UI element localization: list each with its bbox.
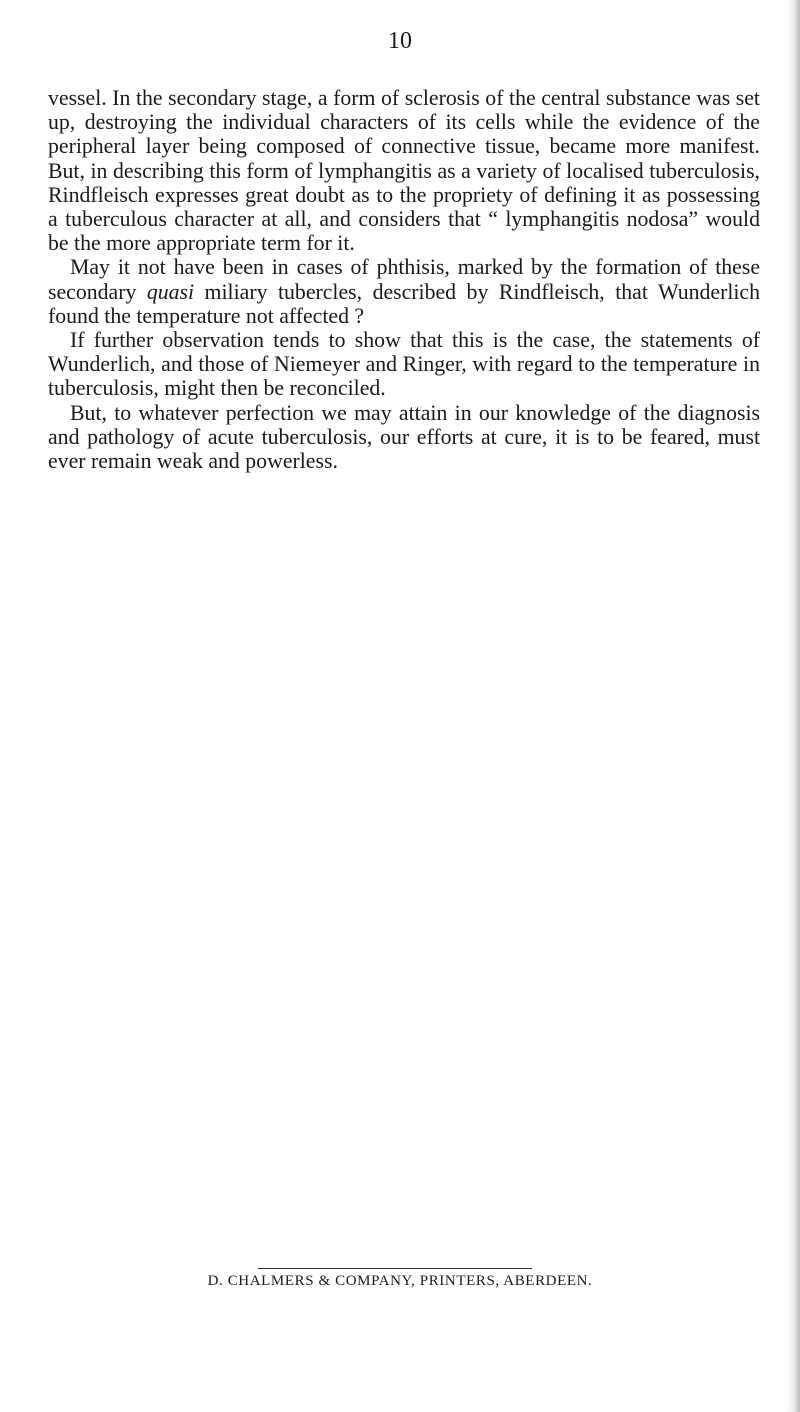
paragraph-4-text: But, to whatever perfection we may attain in our knowledge of the diagnosis and pathology of acute tuberculosis, our efforts at cure, it is to be feared, must ever remain weak and powerless. [48,400,760,474]
paragraph-3 [48,328,760,401]
paragraph-2-text-before: May it not have been in cases of phthisis, marked by the formation of these secondary [48,255,760,304]
paragraph-1-text: vessel. In the secondary stage, a form of sclerosis of the central substance was set up, destroying the individual characters of its cells while the evidence of the peripheral layer being composed of connective tissue, became more manifest. But, in describing this form of lymphangitis as a variety of localised tuberculosis, Rindfleisch expresses great doubt as to the propriety of defining it as possessing a tuberculous character at all, and considers that “ lymphangitis nodosa” would be the more appropriate term for it. [48,86,760,256]
page-number: 10 [388,28,412,54]
printer-colophon: D. CHALMERS & COMPANY, PRINTERS, ABERDEEN. [207,1273,593,1289]
paragraph-2-text-after: miliary tubercles, described by Rindfleisch, that Wunderlich found the temperature not affected ? [48,279,761,328]
paragraph-4 [48,401,760,474]
paragraph-2-italic: quasi [146,279,195,304]
page-edge-shadow [786,0,800,1412]
paragraph-1 [48,86,760,255]
paragraph-3-text: If further observation tends to show that this is the case, the statements of Wunderlich, and those of Niemeyer and Ringer, with regard to the temperature in tuberculosis, might then be reconciled. [48,328,760,401]
paragraph-2 [48,255,760,328]
body-text [48,86,760,473]
colophon-rule [258,1268,532,1269]
